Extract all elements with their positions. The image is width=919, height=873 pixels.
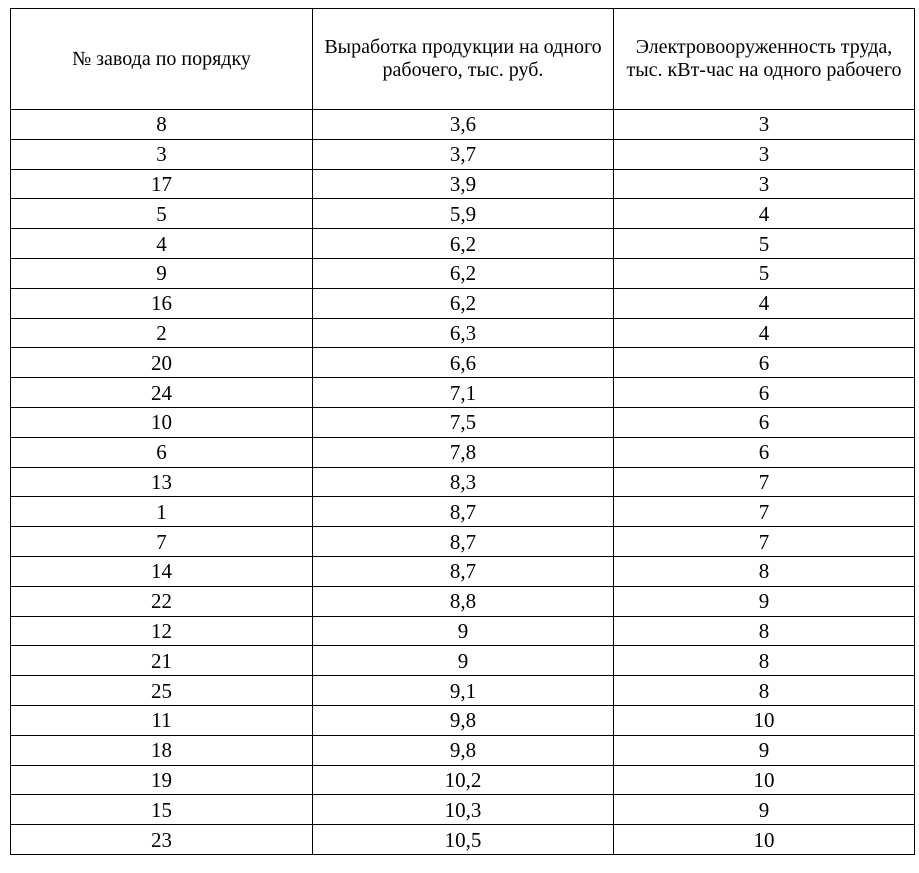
table-row — [11, 586, 915, 616]
header-label: Выработка продукции на одного рабочего, тыс. руб. — [324, 36, 602, 81]
table-row — [11, 646, 915, 676]
cell-plant-number: 2 — [11, 318, 313, 348]
cell-power-per-worker: 6 — [614, 378, 915, 408]
header-cell-plant-number — [11, 9, 313, 110]
table-row — [11, 616, 915, 646]
cell-power-per-worker: 6 — [614, 407, 915, 437]
cell-output-per-worker: 8,8 — [313, 586, 614, 616]
cell-power-per-worker: 5 — [614, 258, 915, 288]
table-row — [11, 497, 915, 527]
cell-output-per-worker: 8,7 — [313, 527, 614, 557]
cell-output-per-worker: 6,6 — [313, 348, 614, 378]
table-row — [11, 288, 915, 318]
table-row — [11, 527, 915, 557]
cell-power-per-worker: 8 — [614, 616, 915, 646]
cell-power-per-worker: 7 — [614, 527, 915, 557]
header-label: № завода по порядку — [72, 47, 251, 70]
cell-power-per-worker: 10 — [614, 705, 915, 735]
table-row — [11, 348, 915, 378]
header-cell-output-per-worker — [313, 9, 614, 110]
cell-plant-number: 23 — [11, 825, 313, 855]
table-row — [11, 258, 915, 288]
cell-plant-number: 18 — [11, 735, 313, 765]
table-body — [11, 110, 915, 855]
cell-output-per-worker: 7,5 — [313, 407, 614, 437]
table-row — [11, 169, 915, 199]
cell-power-per-worker: 3 — [614, 139, 915, 169]
table-row — [11, 229, 915, 259]
cell-power-per-worker: 9 — [614, 795, 915, 825]
cell-output-per-worker: 3,9 — [313, 169, 614, 199]
cell-plant-number: 17 — [11, 169, 313, 199]
cell-plant-number: 21 — [11, 646, 313, 676]
cell-power-per-worker: 8 — [614, 646, 915, 676]
table-row — [11, 765, 915, 795]
cell-output-per-worker: 7,1 — [313, 378, 614, 408]
table-row — [11, 705, 915, 735]
cell-power-per-worker: 8 — [614, 556, 915, 586]
cell-output-per-worker: 3,6 — [313, 110, 614, 140]
cell-power-per-worker: 9 — [614, 735, 915, 765]
cell-plant-number: 14 — [11, 556, 313, 586]
table-row — [11, 825, 915, 855]
cell-output-per-worker: 8,3 — [313, 467, 614, 497]
header-label: Электровооруженность труда, тыс. кВт-час на одного рабочего — [626, 36, 902, 81]
cell-power-per-worker: 6 — [614, 348, 915, 378]
cell-output-per-worker: 9,8 — [313, 735, 614, 765]
cell-plant-number: 5 — [11, 199, 313, 229]
cell-output-per-worker: 9 — [313, 646, 614, 676]
table-row — [11, 407, 915, 437]
header-cell-power-per-worker — [614, 9, 915, 110]
cell-plant-number: 12 — [11, 616, 313, 646]
cell-output-per-worker: 6,2 — [313, 229, 614, 259]
cell-output-per-worker: 9 — [313, 616, 614, 646]
table-row — [11, 318, 915, 348]
cell-power-per-worker: 7 — [614, 497, 915, 527]
cell-plant-number: 15 — [11, 795, 313, 825]
cell-plant-number: 6 — [11, 437, 313, 467]
cell-power-per-worker: 6 — [614, 437, 915, 467]
cell-plant-number: 25 — [11, 676, 313, 706]
cell-power-per-worker: 5 — [614, 229, 915, 259]
cell-plant-number: 13 — [11, 467, 313, 497]
table-row — [11, 437, 915, 467]
cell-plant-number: 4 — [11, 229, 313, 259]
table-row — [11, 556, 915, 586]
cell-power-per-worker: 10 — [614, 765, 915, 795]
cell-plant-number: 10 — [11, 407, 313, 437]
cell-output-per-worker: 9,1 — [313, 676, 614, 706]
table-header — [11, 9, 915, 110]
table-row — [11, 676, 915, 706]
cell-output-per-worker: 6,3 — [313, 318, 614, 348]
cell-output-per-worker: 5,9 — [313, 199, 614, 229]
header-row — [11, 9, 915, 110]
cell-output-per-worker: 10,5 — [313, 825, 614, 855]
table-row — [11, 735, 915, 765]
cell-output-per-worker: 7,8 — [313, 437, 614, 467]
table-row — [11, 467, 915, 497]
cell-power-per-worker: 8 — [614, 676, 915, 706]
cell-power-per-worker: 3 — [614, 169, 915, 199]
cell-power-per-worker: 10 — [614, 825, 915, 855]
cell-power-per-worker: 4 — [614, 199, 915, 229]
cell-power-per-worker: 7 — [614, 467, 915, 497]
cell-plant-number: 22 — [11, 586, 313, 616]
table-row — [11, 795, 915, 825]
table-row — [11, 139, 915, 169]
table-row — [11, 199, 915, 229]
cell-plant-number: 24 — [11, 378, 313, 408]
cell-power-per-worker: 9 — [614, 586, 915, 616]
cell-plant-number: 9 — [11, 258, 313, 288]
cell-output-per-worker: 3,7 — [313, 139, 614, 169]
cell-power-per-worker: 4 — [614, 318, 915, 348]
table-row — [11, 110, 915, 140]
cell-power-per-worker: 3 — [614, 110, 915, 140]
cell-output-per-worker: 10,2 — [313, 765, 614, 795]
cell-output-per-worker: 9,8 — [313, 705, 614, 735]
cell-power-per-worker: 4 — [614, 288, 915, 318]
cell-plant-number: 20 — [11, 348, 313, 378]
cell-plant-number: 11 — [11, 705, 313, 735]
cell-plant-number: 1 — [11, 497, 313, 527]
cell-output-per-worker: 6,2 — [313, 258, 614, 288]
cell-plant-number: 16 — [11, 288, 313, 318]
cell-output-per-worker: 10,3 — [313, 795, 614, 825]
cell-plant-number: 3 — [11, 139, 313, 169]
cell-output-per-worker: 6,2 — [313, 288, 614, 318]
data-table — [10, 8, 915, 855]
cell-plant-number: 19 — [11, 765, 313, 795]
cell-plant-number: 8 — [11, 110, 313, 140]
cell-output-per-worker: 8,7 — [313, 497, 614, 527]
cell-plant-number: 7 — [11, 527, 313, 557]
table-row — [11, 378, 915, 408]
cell-output-per-worker: 8,7 — [313, 556, 614, 586]
